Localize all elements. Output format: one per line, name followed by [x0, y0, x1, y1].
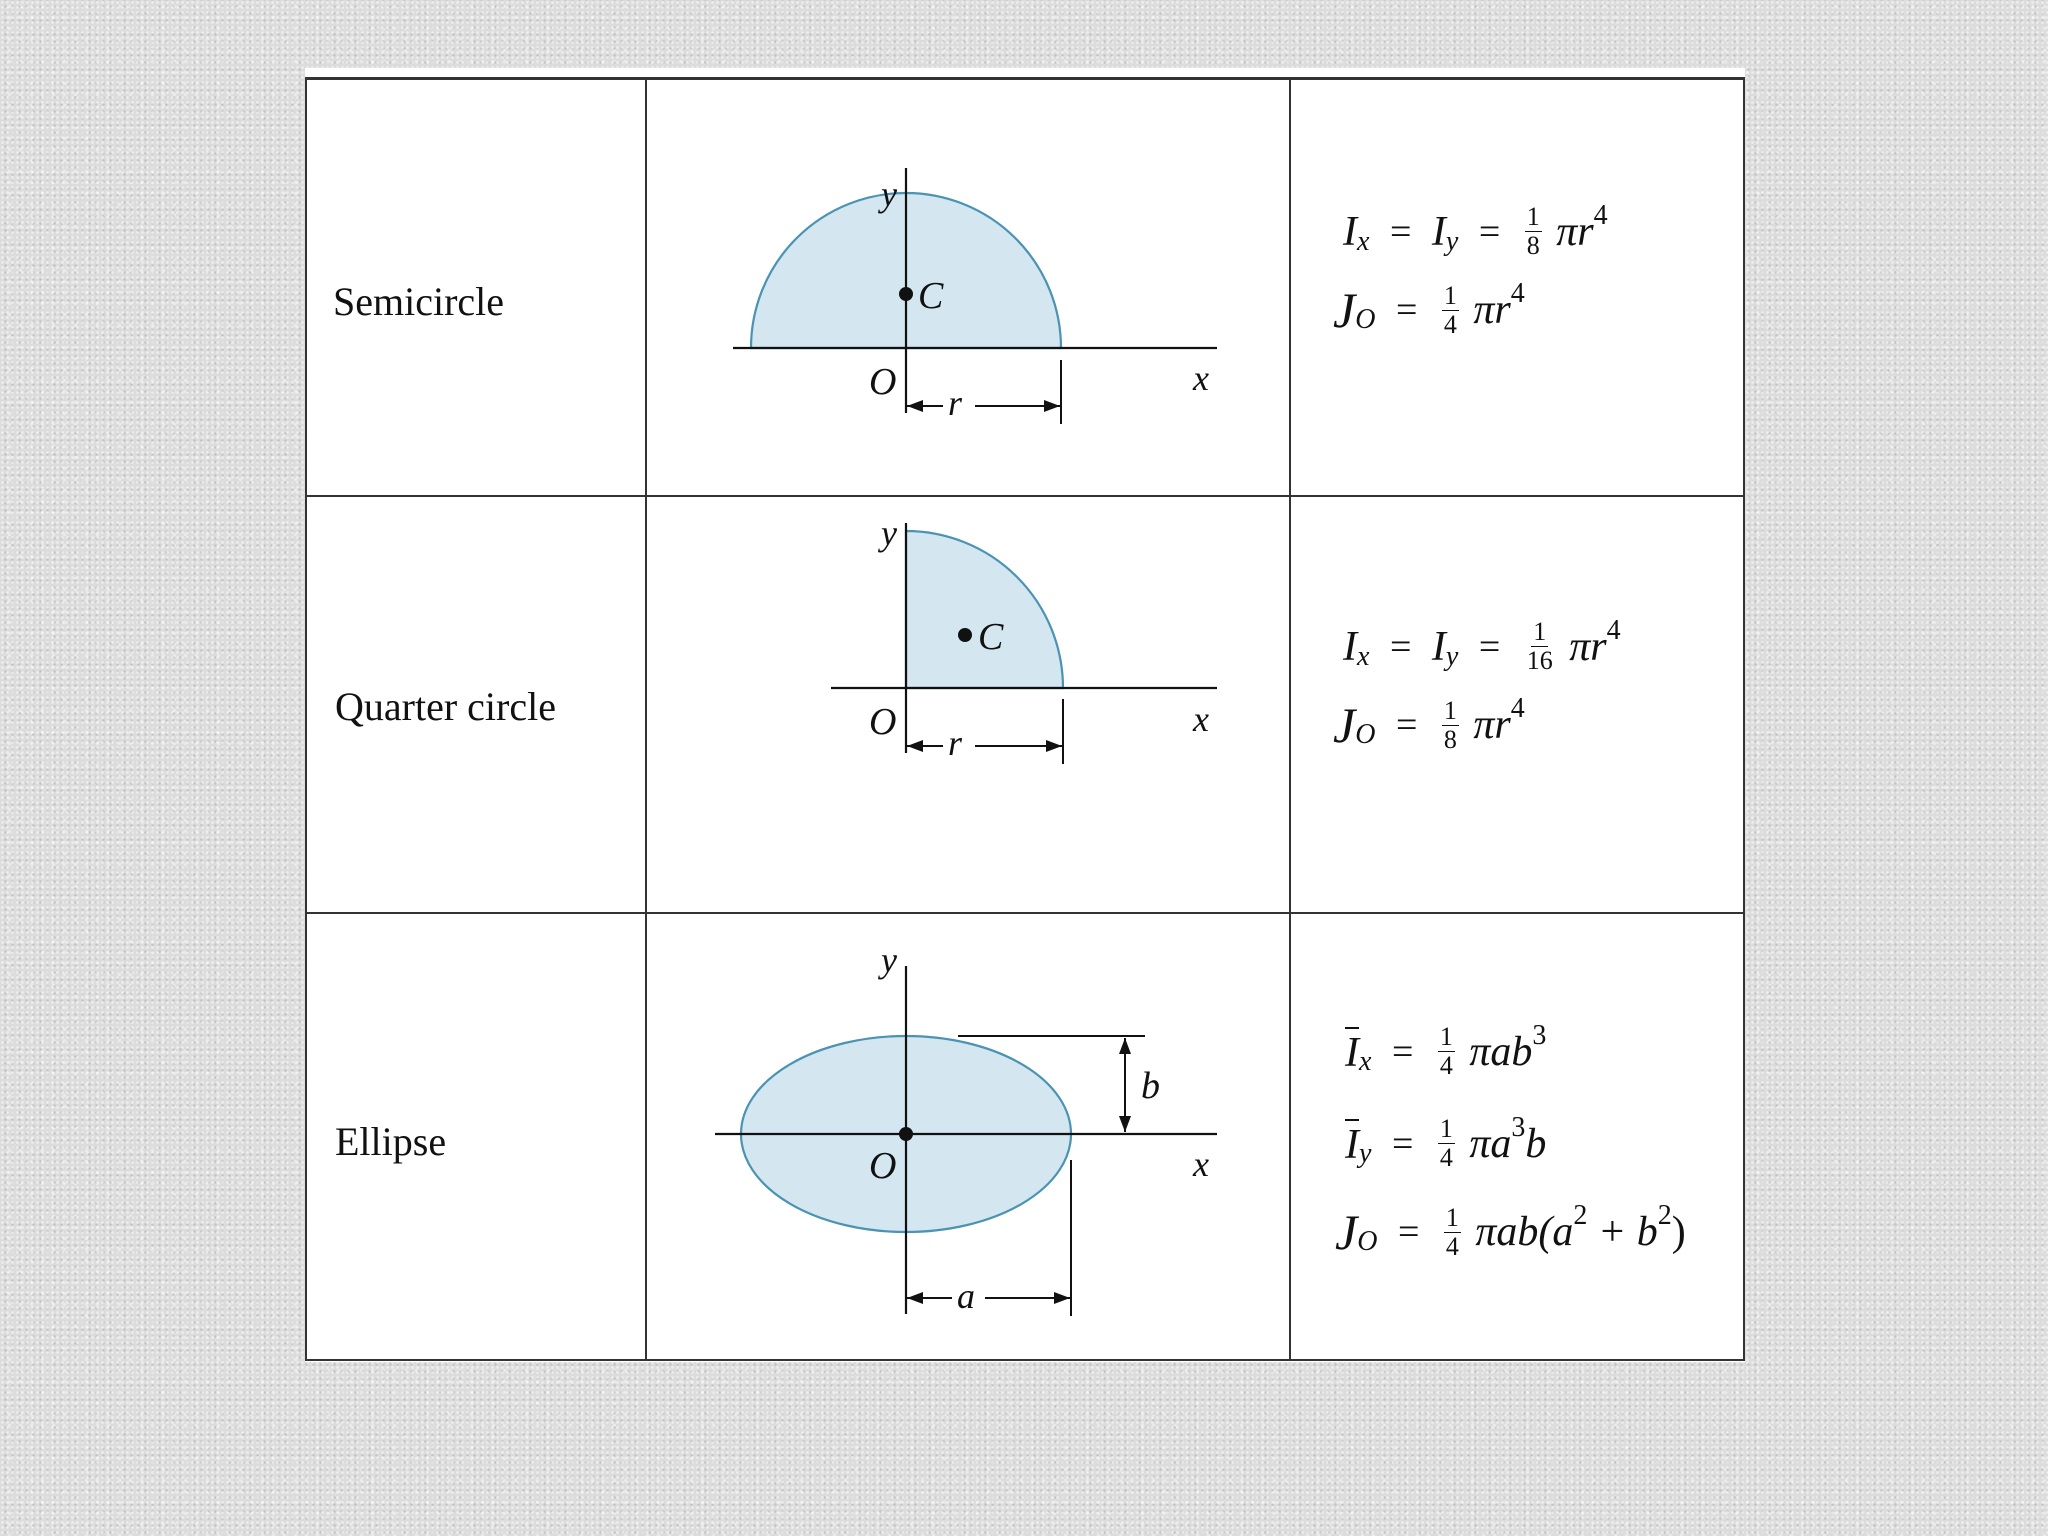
quarter-circle-formulas: [1333, 614, 1733, 848]
equals-sign: =: [1478, 625, 1501, 668]
exponent: 4: [1593, 199, 1608, 231]
symbol: I: [1345, 1027, 1359, 1077]
subscript: O: [1357, 1226, 1378, 1257]
origin-label: O: [869, 1145, 897, 1187]
arrowhead: [907, 400, 923, 412]
subscript: y: [1445, 640, 1459, 672]
moment-of-inertia-equation: [1343, 614, 1621, 688]
denominator: 4: [1445, 1231, 1459, 1261]
numerator: 1: [1526, 202, 1540, 231]
arrowhead: [907, 1292, 923, 1304]
denominator: 4: [1439, 1051, 1453, 1080]
equals-sign: =: [1395, 289, 1418, 331]
equals-sign: =: [1391, 1030, 1414, 1073]
centroid-dot: [899, 1127, 913, 1141]
expression: πr: [1569, 623, 1607, 670]
equals-sign: =: [1391, 1122, 1414, 1165]
expression: πr: [1473, 287, 1511, 333]
symbol: J: [1333, 697, 1356, 753]
centroidal-moment-x-equation: [1345, 1019, 1547, 1093]
subscript: y: [1445, 225, 1459, 257]
x-axis-label: x: [1193, 699, 1209, 739]
fraction: [1442, 282, 1459, 339]
expression: ): [1671, 1209, 1686, 1255]
denominator: 8: [1443, 724, 1457, 754]
symbol: J: [1335, 1204, 1358, 1260]
table-bottom-rule: [305, 1359, 1745, 1361]
symbol: I: [1343, 208, 1357, 255]
symbol: J: [1333, 282, 1356, 338]
polar-moment-equation: [1333, 278, 1525, 351]
exponent: 4: [1606, 614, 1621, 646]
fraction: [1444, 1204, 1461, 1261]
x-axis-label: x: [1193, 358, 1209, 398]
ellipse-figure: [685, 938, 1245, 1358]
denominator: 4: [1439, 1143, 1453, 1172]
polar-moment-equation: [1335, 1200, 1686, 1273]
equals-sign: =: [1395, 704, 1418, 746]
symbol: I: [1343, 623, 1357, 670]
expression: πr: [1556, 208, 1594, 255]
column-divider: [1289, 77, 1291, 1361]
arrowhead: [1119, 1116, 1131, 1132]
symbol: I: [1431, 623, 1446, 670]
properties-table: [305, 68, 1745, 1362]
quarter-circle-area: [906, 531, 1063, 688]
exponent: 4: [1510, 693, 1525, 724]
y-axis-label: y: [881, 940, 897, 980]
moment-of-inertia-equation: [1343, 199, 1608, 273]
column-divider: [1743, 77, 1745, 1361]
numerator: 1: [1439, 1114, 1453, 1143]
equals-sign: =: [1478, 210, 1501, 253]
exponent: 4: [1510, 278, 1525, 309]
denominator: 8: [1526, 231, 1540, 260]
expression: πab: [1469, 1028, 1533, 1075]
column-divider: [305, 77, 307, 1361]
subscript: x: [1359, 1045, 1372, 1077]
y-axis-label: y: [881, 174, 897, 214]
centroid-label: C: [918, 275, 944, 317]
arrowhead: [1044, 400, 1060, 412]
expression: b: [1525, 1120, 1547, 1167]
fraction: [1442, 697, 1459, 754]
subscript: x: [1357, 225, 1370, 257]
denominator: 4: [1443, 309, 1457, 339]
exponent: 3: [1532, 1019, 1547, 1051]
shape-name: Ellipse: [335, 1119, 447, 1164]
dimension-label-a: a: [957, 1276, 975, 1316]
origin-label: O: [869, 701, 897, 743]
numerator: 1: [1445, 1202, 1459, 1232]
shape-name: Quarter circle: [335, 684, 556, 729]
numerator: 1: [1443, 280, 1457, 310]
numerator: 1: [1533, 617, 1547, 646]
quarter-circle-figure: [685, 523, 1245, 923]
exponent: 2: [1573, 1200, 1588, 1231]
centroid-label: C: [978, 616, 1004, 658]
expression: πr: [1473, 702, 1511, 748]
semicircle-figure: [685, 108, 1245, 508]
exponent: 2: [1657, 1200, 1672, 1231]
symbol: I: [1345, 1119, 1359, 1169]
exponent: 3: [1511, 1111, 1526, 1143]
fraction: [1438, 1023, 1455, 1080]
equals-sign: =: [1389, 625, 1412, 668]
column-divider: [645, 77, 647, 1361]
centroid-dot: [899, 287, 913, 301]
subscript: x: [1357, 640, 1370, 672]
subscript: O: [1355, 719, 1376, 750]
numerator: 1: [1443, 695, 1457, 725]
semicircle-formulas: [1333, 199, 1723, 433]
expression: πab(a: [1475, 1209, 1574, 1255]
fraction: [1525, 618, 1555, 675]
centroidal-moment-y-equation: [1345, 1111, 1547, 1185]
y-axis-label: y: [881, 523, 897, 553]
fraction: [1438, 1115, 1455, 1172]
subscript: O: [1355, 304, 1376, 335]
arrowhead: [1046, 740, 1062, 752]
expression: πa: [1469, 1120, 1512, 1167]
denominator: 16: [1526, 646, 1553, 675]
dimension-label-b: b: [1141, 1065, 1160, 1107]
x-axis-label: x: [1193, 1144, 1209, 1184]
arrowhead: [907, 740, 923, 752]
centroid-dot: [958, 628, 972, 642]
polar-moment-equation: [1333, 693, 1525, 766]
numerator: 1: [1439, 1022, 1453, 1051]
subscript: y: [1359, 1137, 1372, 1169]
arrowhead: [1054, 1292, 1070, 1304]
dimension-label: r: [948, 383, 963, 423]
shape-name: Semicircle: [333, 279, 505, 324]
expression: + b: [1587, 1209, 1658, 1255]
equals-sign: =: [1397, 1211, 1420, 1253]
symbol: I: [1431, 208, 1446, 255]
arrowhead: [1119, 1038, 1131, 1054]
fraction: [1525, 203, 1542, 260]
equals-sign: =: [1389, 210, 1412, 253]
ellipse-formulas: [1335, 1019, 1740, 1323]
origin-label: O: [869, 361, 897, 403]
table-top-rule: [305, 77, 1745, 80]
dimension-label: r: [948, 723, 963, 763]
